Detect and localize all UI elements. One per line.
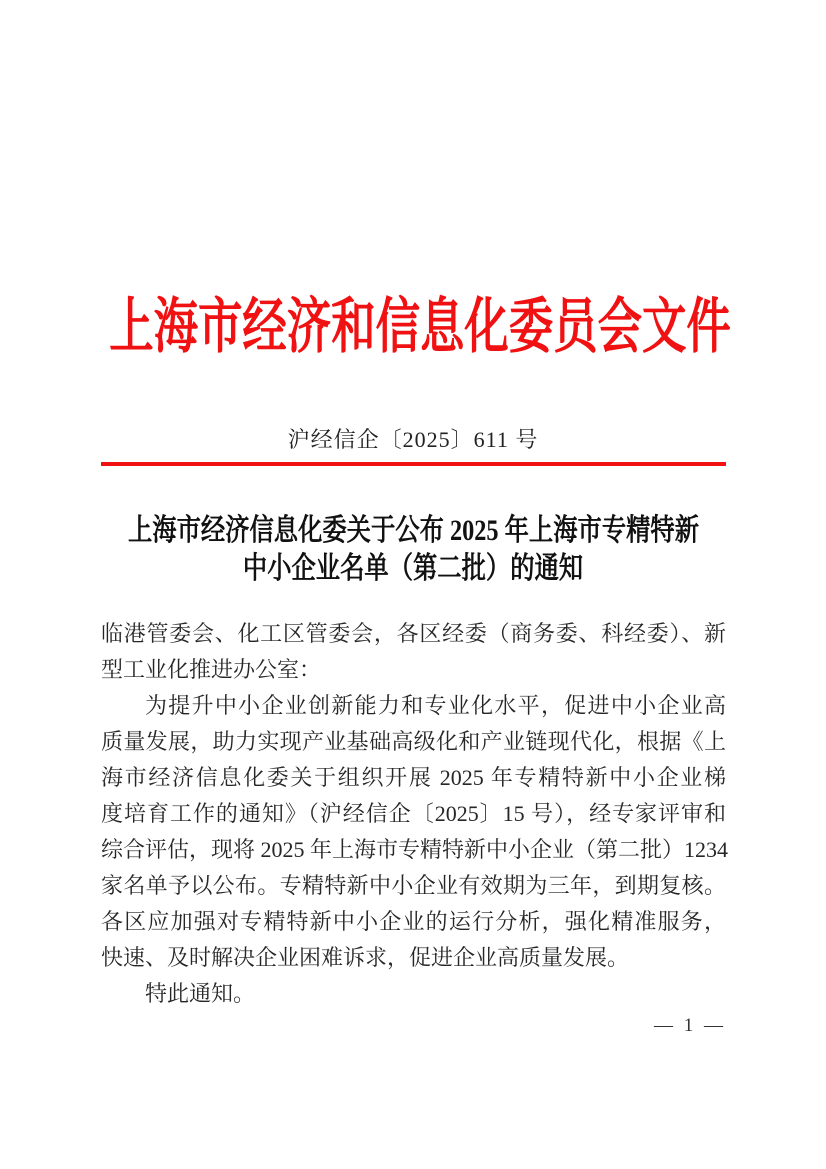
doc-title-line-1: 上海市经济信息化委关于公布 2025 年上海市专精特新 (127, 514, 699, 547)
doc-title-line-2: 中小企业名单（第二批）的通知 (242, 552, 584, 585)
body-text-line: 临港管委会、化工区管委会，各区经委（商务委、科经委）、新 (101, 621, 726, 646)
body-text-line: 为提升中小企业创新能力和专业化水平，促进中小企业高 (145, 693, 726, 718)
body-text-line: 质量发展，助力实现产业基础高级化和产业链现代化，根据《上 (101, 729, 726, 754)
body-text (101, 616, 729, 1012)
page-number: — 1 — (654, 1015, 726, 1036)
doc-reference-number: 沪经信企〔2025〕611 号 (287, 427, 539, 452)
body-text-line: 度培育工作的通知》（沪经信企〔2025〕15 号），经专家评审和 (101, 801, 726, 826)
org-title-banner (0, 294, 826, 360)
doc-title (0, 512, 826, 588)
body-text-line: 各区应加强对专精特新中小企业的运行分析，强化精准服务， (101, 909, 726, 934)
body-text-line: 型工业化推进办公室： (101, 657, 322, 682)
body-text-line: 特此通知。 (145, 981, 256, 1006)
body-text-line: 海市经济信息化委关于组织开展 2025 年专精特新中小企业梯 (101, 765, 726, 790)
body-text-line: 快速、及时解决企业困难诉求，促进企业高质量发展。 (101, 945, 630, 970)
header-divider-line (101, 462, 726, 466)
body-text-line: 综合评估，现将 2025 年上海市专精特新中小企业（第二批）1234 (101, 837, 729, 862)
org-title-text: 上海市经济和信息化委员会文件 (109, 294, 731, 360)
body-text-line: 家名单予以公布。专精特新中小企业有效期为三年，到期复核。 (101, 873, 726, 898)
